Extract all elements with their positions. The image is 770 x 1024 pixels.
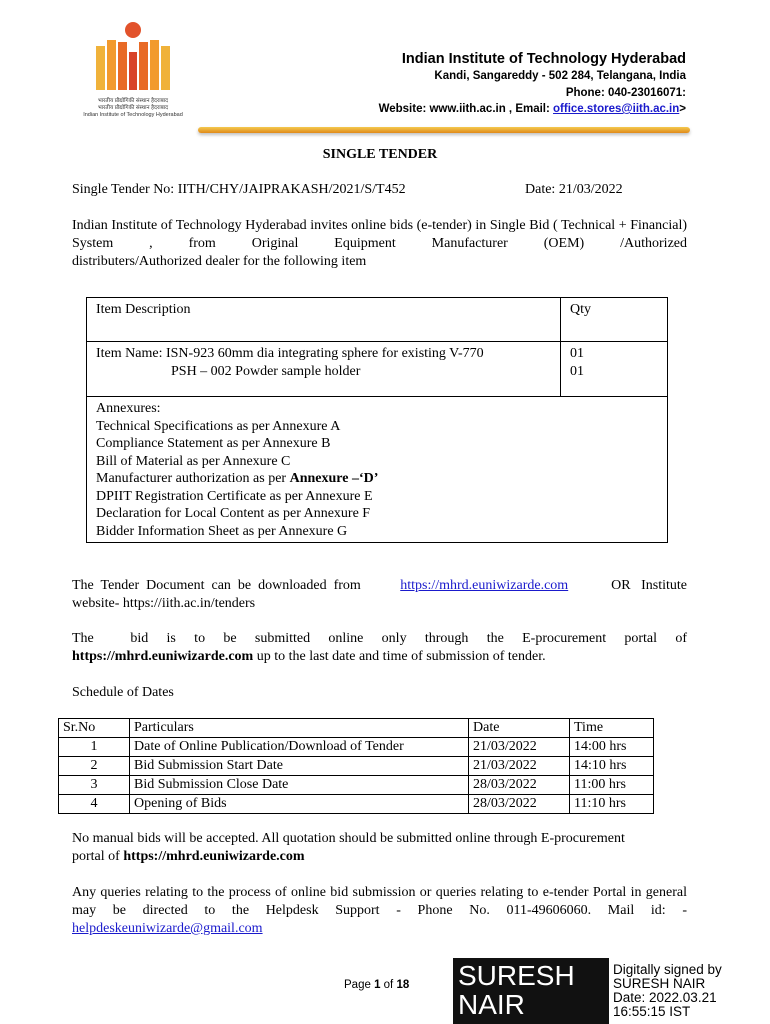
institute-address: Kandi, Sangareddy - 502 284, Telangana, India (434, 70, 686, 82)
annexure-item: Technical Specifications as per Annexure A (96, 418, 341, 434)
manual-portal-url: https://mhrd.euniwizarde.com (123, 849, 305, 864)
queries-email-line (72, 920, 263, 938)
helpdesk-email-link[interactable]: helpdeskeuniwizarde@gmail.com (72, 921, 263, 936)
qty-2: 01 (570, 363, 584, 379)
annexure-item: DPIIT Registration Certificate as per Annexure E (96, 488, 373, 504)
document-title: SINGLE TENDER (322, 147, 438, 162)
schedule-particulars: Date of Online Publication/Download of Tender (130, 738, 469, 757)
schedule-particulars: Opening of Bids (130, 795, 469, 814)
schedule-date: 21/03/2022 (469, 738, 570, 757)
logo-caption (78, 98, 188, 119)
euniwizarde-link[interactable]: https://mhrd.euniwizarde.com (400, 578, 569, 593)
queries-paragraph: Any queries relating to the process of online bid submission or queries relating to e-tender Portal in general may be directed to the Helpdesk Support - Phone No. 011-49606060. Mail id: - (72, 885, 687, 918)
table-row (59, 738, 654, 757)
schedule-header-particulars: Particulars (130, 719, 469, 738)
schedule-date: 28/03/2022 (469, 795, 570, 814)
tender-number: Single Tender No: IITH/CHY/JAIPRAKASH/2021/S/T452 (72, 182, 406, 197)
table-row (59, 757, 654, 776)
annexure-item: Compliance Statement as per Annexure B (96, 436, 331, 451)
logo-hindi-line: भारतीय प्रौद्योगिकी संस्थान हैदराबाद (97, 98, 169, 104)
schedule-srno: 4 (59, 795, 130, 814)
annexures-title: Annexures: (96, 401, 161, 416)
web-prefix: Website: www.iith.ac.in , Email: (378, 103, 554, 115)
tender-date: Date: 21/03/2022 (525, 182, 623, 197)
page-prefix: Page (344, 979, 375, 991)
download-or-text: OR Institute (604, 578, 687, 593)
item-line-2: PSH – 002 Powder sample holder (171, 363, 361, 379)
schedule-date: 21/03/2022 (469, 757, 570, 776)
download-line-2: website- https://iith.ac.in/tenders (72, 596, 256, 611)
signature-line-4: 16:55:15 IST (613, 1004, 691, 1019)
schedule-time: 14:10 hrs (570, 757, 654, 776)
iith-logo-icon (78, 18, 188, 138)
signature-name-line-1: SURESH (458, 960, 575, 991)
item-line-1: Item Name: ISN-923 60mm dia integrating sphere for existing V-770 (96, 346, 484, 361)
schedule-particulars: Bid Submission Close Date (130, 776, 469, 795)
signature-line-1: Digitally signed by (613, 962, 722, 977)
page-of: of (380, 979, 397, 991)
intro-last-line: distributers/Authorized dealer for the following item (72, 254, 367, 269)
web-suffix: > (679, 103, 686, 115)
qty-1: 01 (570, 346, 584, 361)
schedule-title: Schedule of Dates (72, 685, 174, 700)
schedule-srno: 1 (59, 738, 130, 757)
header-divider (198, 127, 690, 133)
col-header-description: Item Description (87, 298, 561, 342)
institute-phone: Phone: 040-23016071: (565, 87, 686, 99)
page-total: 18 (396, 979, 410, 991)
page-current: 1 (374, 979, 381, 991)
logo-hindi-line-2: भारतीय प्रौद्योगिकी संस्थान हैदराबाद (97, 105, 169, 111)
manual-bids-line-2 (72, 848, 305, 866)
email-link[interactable]: office.stores@iith.ac.in (553, 103, 680, 115)
annexure-d-text: Manufacturer authorization as per (96, 471, 290, 486)
submit-portal-url: https://mhrd.euniwizarde.com (72, 649, 254, 664)
submit-rest: up to the last date and time of submission of tender. (253, 649, 546, 664)
download-line-1 (72, 577, 687, 595)
items-table (86, 297, 668, 543)
signature-line-3: Date: 2022.03.21 (613, 990, 717, 1005)
institute-name: Indian Institute of Technology Hyderabad (401, 51, 686, 67)
annexures-cell (87, 397, 668, 543)
schedule-srno: 2 (59, 757, 130, 776)
signature-details (613, 963, 722, 1019)
annexure-item: Bill of Material as per Annexure C (96, 453, 291, 469)
manual-portal-text: portal of (72, 849, 124, 864)
signature-name-line-2: NAIR (458, 989, 525, 1020)
table-row (59, 776, 654, 795)
schedule-particulars: Bid Submission Start Date (130, 757, 469, 776)
annexure-d-label: Annexure –‘D’ (289, 471, 379, 486)
manual-bids-line-1: No manual bids will be accepted. All quotation should be submitted online through E-procurement (72, 831, 625, 846)
download-text: The Tender Document can be downloaded from (72, 578, 365, 593)
intro-paragraph: Indian Institute of Technology Hyderabad invites online bids (e-tender) in Single Bid ( Technical + Financial) System , from Original Equipment Manufacturer (OEM) /Authorized (72, 218, 687, 251)
annexure-item: Bidder Information Sheet as per Annexure G (96, 523, 348, 539)
schedule-header-time: Time (570, 719, 654, 738)
schedule-date: 28/03/2022 (469, 776, 570, 795)
schedule-header-srno: Sr.No (59, 719, 130, 738)
annexure-item (96, 470, 658, 488)
table-row (59, 795, 654, 814)
signature-name (458, 961, 575, 1019)
item-description-cell (87, 342, 561, 397)
schedule-time: 14:00 hrs (570, 738, 654, 757)
schedule-header-date: Date (469, 719, 570, 738)
signature-line-2: SURESH NAIR (613, 976, 706, 991)
annexure-item: Declaration for Local Content as per Annexure F (96, 506, 371, 521)
col-header-qty: Qty (561, 298, 668, 342)
schedule-table (58, 718, 654, 814)
schedule-time: 11:10 hrs (570, 795, 654, 814)
submit-line-1: The bid is to be submitted online only through the E-procurement portal of (72, 631, 687, 646)
institute-web-line (379, 103, 686, 115)
submit-line-2 (72, 648, 546, 666)
page-number (344, 979, 409, 991)
logo-english-line: Indian Institute of Technology Hyderabad (83, 112, 183, 118)
item-qty-cell (561, 342, 668, 397)
schedule-srno: 3 (59, 776, 130, 795)
schedule-time: 11:00 hrs (570, 776, 654, 795)
